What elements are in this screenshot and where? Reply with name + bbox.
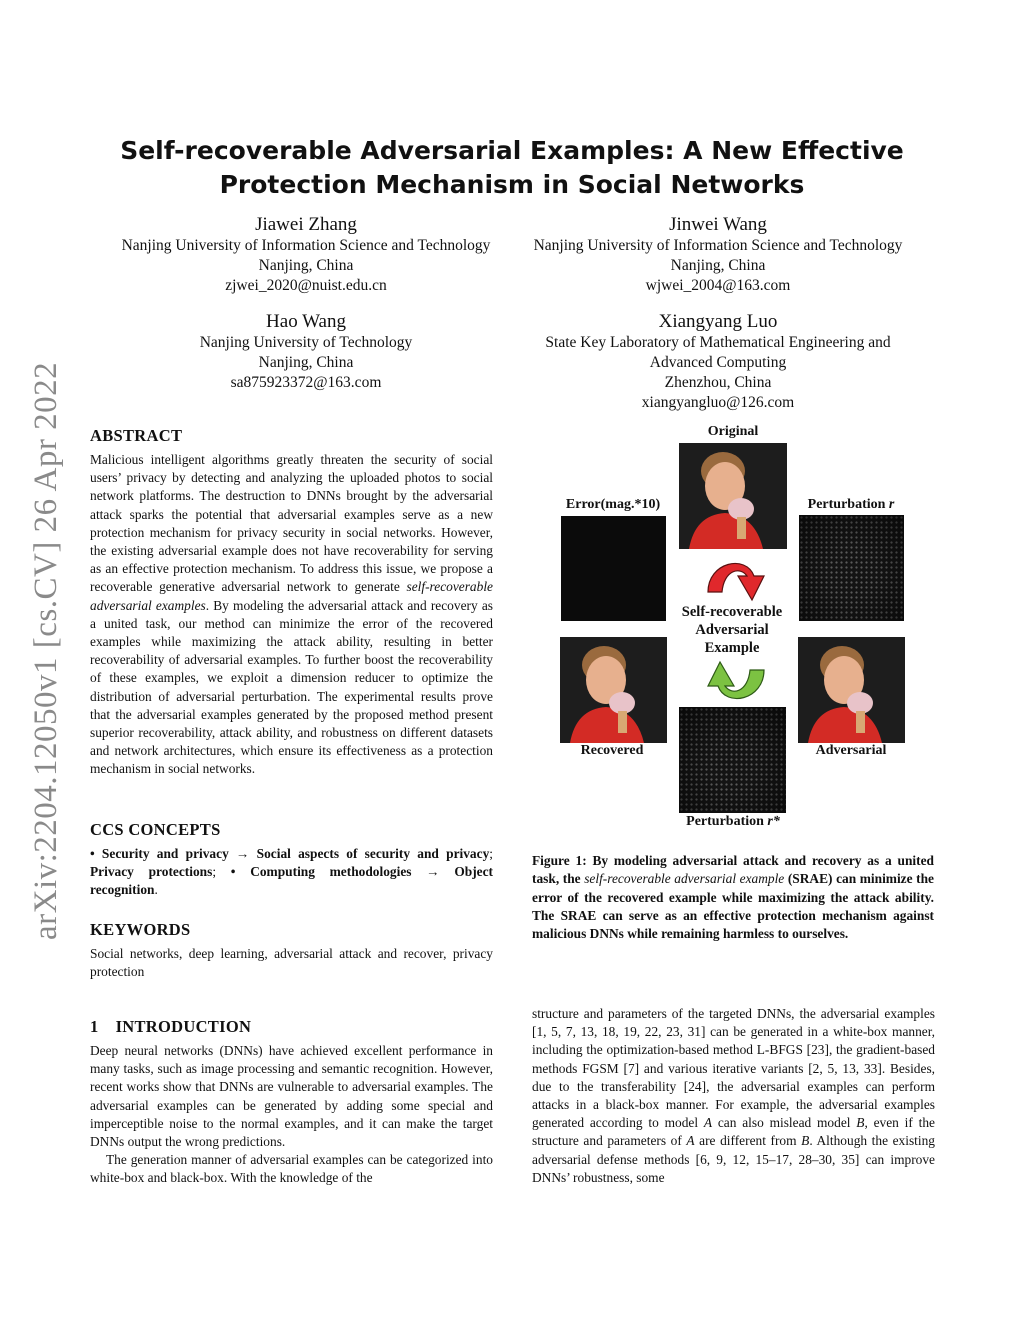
- section-number: 1: [90, 1017, 99, 1036]
- error-map-image: [561, 516, 666, 621]
- caption-italic-term: self-recoverable adversarial example: [584, 871, 785, 887]
- author-affiliation: Nanjing University of Information Science and Technology: [533, 237, 903, 254]
- label-variable: r*: [767, 814, 780, 829]
- ccs-concept-3: • Computing methodologies → Object recognition: [90, 864, 493, 898]
- label-variable: r: [888, 497, 895, 512]
- label-recovered: Recovered: [580, 743, 644, 758]
- abstract-heading: ABSTRACT: [90, 426, 183, 445]
- figure-1-caption: [532, 852, 934, 943]
- body-text: structure and parameters of the targeted DNNs, the adversarial examples [1, 5, 7, 13, 18, 19, 22, 23, 31] can be generated in a white-box manner, including the optimization-based method L-BFGS [23], the gradient-based methods FGSM [7] and various iterative variants [2, 5, 13, 33]. Besides, due to the transferability [24], the adversarial examples can perform attacks in a black-box manner. For example, the adversarial examples generated according to model: [532, 1006, 935, 1131]
- abstract-body: [90, 451, 493, 779]
- ccs-separator: ;: [489, 846, 493, 861]
- center-label-line: Example: [704, 640, 760, 656]
- author-location: Nanjing, China: [258, 354, 354, 371]
- model-variable: A: [686, 1133, 695, 1149]
- author-block-3: [100, 311, 512, 393]
- keywords-heading: KEYWORDS: [90, 920, 191, 939]
- author-location: Zhenzhou, China: [664, 374, 772, 391]
- label-text: Perturbation: [807, 497, 889, 512]
- boy-photo-original: [679, 443, 787, 549]
- introduction-body: [90, 1042, 493, 1188]
- original-photo: [679, 443, 787, 549]
- boy-photo-adversarial: [798, 637, 905, 743]
- abstract-italic-term: self-recoverable adversarial examples: [90, 579, 493, 613]
- body-text: are different from: [694, 1133, 802, 1149]
- section-title: INTRODUCTION: [115, 1017, 252, 1036]
- author-location: Nanjing, China: [670, 257, 766, 274]
- model-variable: B: [856, 1115, 865, 1131]
- author-name: Jiawei Zhang: [255, 214, 357, 235]
- model-variable: B: [801, 1133, 810, 1149]
- model-variable: A: [703, 1115, 713, 1131]
- author-name: Jinwei Wang: [669, 214, 767, 235]
- perturbation-r-star-image: [679, 707, 786, 813]
- caption-text: Figure 1: By modeling adversarial attack and recovery as a united task, the: [532, 853, 934, 887]
- label-perturbation-r: [797, 497, 905, 513]
- center-label-line: Adversarial: [695, 622, 769, 638]
- author-block-4: [512, 311, 924, 413]
- author-block-1: [100, 214, 512, 296]
- abstract-text-1: Malicious intelligent algorithms greatly threaten the security of social users’ privacy by detecting and analyzing the uploaded photos to social network platforms. The destruction to DNNs brought by the adversarial attack sparks the potential that adversarial examples serve as a new protection mechanism for privacy security in social networks. However, the existing adversarial example does not have recoverability for serving as an effective protection mechanism. To address this issue, we propose a recoverable generative adversarial network to generate: [90, 452, 493, 595]
- label-perturbation-r-star: [678, 814, 788, 830]
- introduction-paragraph-2: The generation manner of adversarial examples can be categorized into white-box and black-box. With the knowledge of the: [90, 1152, 493, 1186]
- author-affiliation: State Key Laboratory of Mathematical Engineering and: [545, 334, 891, 351]
- author-affiliation: Nanjing University of Technology: [199, 334, 413, 351]
- body-text: . Although the existing adversarial defense methods [6, 9, 12, 15–17, 28–30, 35] can improve DNNs’ robustness, some: [532, 1133, 936, 1185]
- author-email: wjwei_2004@163.com: [645, 277, 791, 294]
- label-adversarial: Adversarial: [815, 743, 887, 758]
- boy-photo-recovered: [560, 637, 667, 743]
- author-name: Xiangyang Luo: [658, 311, 778, 332]
- caption-text: (SRAE) can minimize the error of the recovered example while maximizing the attack ability. The SRAE can serve as an effective protection mechanism against malicious DNNs while remaining harmless to ourselves.: [532, 871, 934, 942]
- title-line-2: Protection Mechanism in Social Networks: [219, 170, 805, 199]
- perturbation-r-image: [799, 515, 904, 621]
- arxiv-identifier-stamp: arXiv:2204.12050v1 [cs.CV] 26 Apr 2022: [28, 361, 64, 940]
- recovered-photo: [560, 637, 667, 743]
- green-curved-arrow-icon: [700, 656, 772, 710]
- label-text: Perturbation: [686, 814, 768, 829]
- keywords-body: Social networks, deep learning, adversarial attack and recover, privacy protection: [90, 946, 493, 980]
- paper-title: [100, 134, 924, 202]
- ccs-body: [90, 845, 493, 900]
- author-email: xiangyangluo@126.com: [641, 394, 795, 411]
- author-affiliation: Nanjing University of Information Science and Technology: [121, 237, 491, 254]
- author-email: sa875923372@163.com: [230, 374, 382, 391]
- author-affiliation-cont: Advanced Computing: [649, 354, 787, 371]
- body-text: , even if the structure and parameters of: [532, 1115, 935, 1149]
- abstract-text-2: . By modeling the adversarial attack and recovery as a united task, our method can minimize the error of the recovered examples while maximizing the attack ability, resulting in better recoverability of adversarial examples. To further boost the recoverability of these examples, we exploit a dimension reducer to optimize the distribution of adversarial perturbation. The experimental results prove that the adversarial examples generated by the proposed method present superior recoverability, attack ability, and robustness on different datasets and network architectures, which ensure its effectiveness as a protection mechanism in social networks.: [90, 597, 493, 777]
- author-name: Hao Wang: [266, 311, 346, 332]
- ccs-end: .: [154, 882, 158, 898]
- label-original: Original: [707, 424, 759, 439]
- body-text: can also mislead model: [712, 1115, 857, 1131]
- introduction-heading: [90, 1017, 251, 1037]
- ccs-concept-2: Privacy protections: [90, 864, 213, 880]
- author-block-2: [512, 214, 924, 296]
- title-line-1: Self-recoverable Adversarial Examples: A New Effective: [120, 136, 904, 165]
- red-curved-arrow-icon: [700, 552, 772, 606]
- center-label-line: Self-recoverable: [681, 604, 783, 620]
- author-email: zjwei_2020@nuist.edu.cn: [225, 277, 387, 294]
- right-column-body: [532, 1005, 935, 1187]
- center-label-srae: [666, 603, 798, 657]
- author-location: Nanjing, China: [258, 257, 354, 274]
- introduction-paragraph-1: Deep neural networks (DNNs) have achieved excellent performance in many tasks, such as image processing and semantic recognition. However, recent works show that DNNs are vulnerable to adversarial examples. The adversarial examples can be generated by adding some special and imperceptible noise to the normal examples, and it can make the target DNNs output the wrong predictions.: [90, 1043, 493, 1150]
- label-error: Error(mag.*10): [565, 497, 661, 512]
- adversarial-photo: [798, 637, 905, 743]
- ccs-heading: CCS CONCEPTS: [90, 820, 221, 839]
- ccs-separator: ;: [212, 864, 231, 880]
- ccs-concept-1: • Security and privacy → Social aspects of security and privacy: [90, 846, 490, 861]
